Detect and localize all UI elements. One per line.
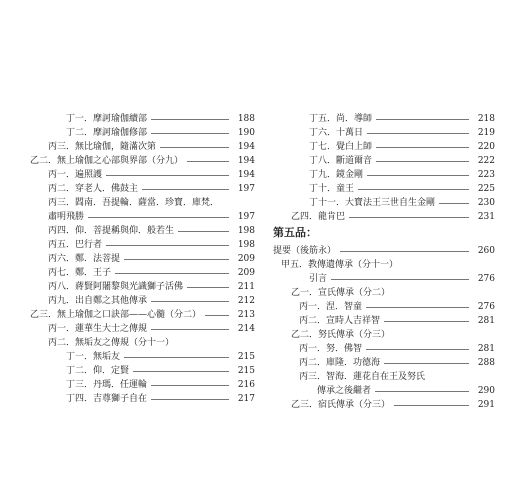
toc-entry-title: 提要（後筋永）: [273, 246, 337, 256]
toc-entry[interactable]: [30, 224, 255, 238]
toc-entry-title: 乙三．宿氏傳承（分三）: [291, 400, 391, 410]
toc-entry[interactable]: [273, 196, 495, 210]
toc-entry-title: 丙二．穿老人．佛鼓主: [48, 184, 139, 194]
toc-entry-title: 乙二．無上瑜伽之心部與界部（分九）: [30, 156, 184, 166]
toc-entry[interactable]: [30, 252, 255, 266]
toc-entry-title: 丙一．涅．智童: [299, 302, 363, 312]
toc-entry-page: 231: [477, 212, 495, 222]
toc-entry[interactable]: [273, 154, 495, 168]
toc-entry-title: 丁二．仰．定賢: [66, 366, 130, 376]
toc-entry-title: 丁二．摩訶瑜伽修部: [66, 128, 148, 138]
toc-entry-title: 丁十一．大寶法王三世自生金剛: [309, 198, 436, 208]
leader-line: [376, 119, 469, 120]
leader-line: [366, 307, 469, 308]
toc-entry-page: 209: [237, 254, 255, 264]
toc-entry-page: 194: [237, 142, 255, 152]
toc-entry[interactable]: [273, 272, 495, 286]
leader-line: [187, 287, 229, 288]
toc-entry-page: 219: [477, 128, 495, 138]
leader-line: [367, 133, 469, 134]
leader-line: [151, 119, 229, 120]
toc-entry-page: 211: [237, 282, 255, 292]
toc-entry-title: 乙一．宣氏傳承（分二）: [291, 288, 391, 298]
toc-entry[interactable]: [30, 140, 255, 154]
toc-entry-page: 220: [477, 142, 495, 152]
toc-entry-title: 丙五．巴行者: [48, 240, 103, 250]
leader-line: [439, 203, 469, 204]
leader-line: [151, 399, 229, 400]
leader-line: [376, 147, 469, 148]
toc-entry[interactable]: [273, 314, 495, 328]
leader-line: [331, 279, 469, 280]
toc-entry[interactable]: [273, 342, 495, 356]
toc-entry[interactable]: [30, 280, 255, 294]
toc-entry-title: 丁九．鏡金剛: [309, 170, 364, 180]
toc-entry-title: 丙六．鄭．法菩提: [48, 254, 121, 264]
toc-entry-page: 290: [477, 386, 495, 396]
leader-line: [151, 329, 229, 330]
toc-entry-page: 194: [237, 170, 255, 180]
toc-entry[interactable]: [30, 126, 255, 140]
toc-entry-page: 214: [237, 324, 255, 334]
toc-entry-page: 281: [477, 344, 495, 354]
leader-line: [187, 161, 229, 162]
toc-entry[interactable]: [273, 398, 495, 412]
leader-line: [366, 349, 469, 350]
leader-line: [88, 217, 229, 218]
toc-entry[interactable]: [30, 112, 255, 126]
toc-entry-title: 肅明飛勝: [48, 212, 85, 222]
toc-entry-page: 212: [237, 296, 255, 306]
toc-entry-title: 丙九．出自鄭之其他傳承: [48, 296, 148, 306]
toc-entry[interactable]: [273, 286, 495, 300]
toc-entry-page: 276: [477, 302, 495, 312]
leader-line: [205, 315, 229, 316]
toc-entry[interactable]: [273, 126, 495, 140]
leader-line: [340, 251, 469, 252]
toc-entry[interactable]: [30, 322, 255, 336]
toc-entry[interactable]: [30, 308, 255, 322]
toc-entry-page: 222: [477, 156, 495, 166]
toc-entry-title: 丙三．閻南．吾提輪．薩當．珍寶．庫梵．: [48, 198, 220, 208]
toc-entry[interactable]: [30, 266, 255, 280]
toc-entry[interactable]: [273, 370, 495, 384]
toc-entry[interactable]: [273, 210, 495, 224]
toc-entry-title: 傳承之後繼者: [317, 386, 372, 396]
leader-line: [178, 231, 229, 232]
toc-entry[interactable]: [30, 196, 255, 210]
toc-entry-page: 213: [237, 310, 255, 320]
toc-entry[interactable]: [30, 182, 255, 196]
leader-line: [115, 273, 229, 274]
toc-entry-page: 288: [477, 358, 495, 368]
leader-line: [106, 175, 229, 176]
toc-entry[interactable]: [273, 112, 495, 126]
toc-entry-title: 乙二．努氏傳承（分三）: [291, 330, 391, 340]
toc-entry-title: 丁一．摩訶瑜伽續部: [66, 114, 148, 124]
chapter-heading: [273, 226, 495, 240]
toc-entry-title: 丁八．斷道爾音: [309, 156, 373, 166]
toc-entry[interactable]: [30, 210, 255, 224]
toc-entry-title: 丁七．覺白上師: [309, 142, 373, 152]
toc-entry[interactable]: [30, 364, 255, 378]
leader-line: [349, 217, 469, 218]
toc-entry-page: 291: [477, 400, 495, 410]
toc-entry-page: 225: [477, 184, 495, 194]
toc-entry-page: 188: [237, 114, 255, 124]
toc-entry-title: 丙七．鄭．王子: [48, 268, 112, 278]
toc-entry-page: 197: [237, 184, 255, 194]
leader-line: [394, 405, 469, 406]
toc-entry-page: 276: [477, 274, 495, 284]
toc-entry[interactable]: [273, 300, 495, 314]
toc-entry[interactable]: [30, 154, 255, 168]
toc-entry-title: 丙二．無垢友之傳規（分十一）: [48, 338, 175, 348]
toc-entry-title: 丁一．無垢友: [66, 352, 121, 362]
toc-entry-title: 丙二．宣時人吉祥智: [299, 316, 381, 326]
toc-entry[interactable]: [273, 140, 495, 154]
toc-entry-title: 丙三．智海．蓮花自在王及努氏: [299, 372, 426, 382]
toc-entry[interactable]: [273, 244, 495, 258]
toc-entry-page: 215: [237, 352, 255, 362]
toc-entry[interactable]: [30, 350, 255, 364]
leader-line: [384, 363, 469, 364]
toc-entry[interactable]: [30, 238, 255, 252]
toc-entry-page: 217: [237, 394, 255, 404]
toc-entry-page: 198: [237, 240, 255, 250]
toc-entry[interactable]: [273, 328, 495, 342]
toc-entry-title: 丙三．無比瑜伽，隨滿次第: [48, 142, 157, 152]
toc-entry-page: 197: [237, 212, 255, 222]
toc-entry[interactable]: [273, 168, 495, 182]
leader-line: [151, 385, 229, 386]
toc-entry-title: 乙四．龍肯巴: [291, 212, 346, 222]
leader-line: [142, 189, 229, 190]
toc-entry-title: 丁四．吉尊獅子自在: [66, 394, 148, 404]
toc-entry-page: 209: [237, 268, 255, 278]
toc-entry[interactable]: [30, 168, 255, 182]
toc-entry-page: 190: [237, 128, 255, 138]
toc-entry-title: 丁五．尚．導師: [309, 114, 373, 124]
toc-entry-page: 230: [477, 198, 495, 208]
toc-entry-title: 甲五．教傳遺傳承（分十一）: [281, 260, 399, 270]
toc-entry[interactable]: [30, 378, 255, 392]
toc-entry-title: 丙一．努．佛智: [299, 344, 363, 354]
toc-entry-page: 218: [477, 114, 495, 124]
toc-entry-page: 281: [477, 316, 495, 326]
leader-line: [151, 301, 229, 302]
leader-line: [160, 147, 229, 148]
toc-entry-page: 223: [477, 170, 495, 180]
toc-entry[interactable]: [273, 356, 495, 370]
toc-entry[interactable]: [273, 258, 495, 272]
toc-entry[interactable]: [30, 336, 255, 350]
toc-entry-page: 215: [237, 366, 255, 376]
toc-entry[interactable]: [30, 294, 255, 308]
leader-line: [133, 371, 229, 372]
leader-line: [367, 175, 469, 176]
toc-entry-title: 丁六．十萬日: [309, 128, 364, 138]
toc-entry-title: 丁十．童王: [309, 184, 355, 194]
toc-entry-title: 丁三．丹瑪．任運輪: [66, 380, 148, 390]
leader-line: [151, 133, 229, 134]
toc-entry-title: 丙一．蓮華生大士之傳規: [48, 324, 148, 334]
toc-entry[interactable]: [273, 384, 495, 398]
leader-line: [358, 189, 469, 190]
toc-entry-page: 260: [477, 246, 495, 256]
toc-entry-title: 乙三．無上瑜伽之口訣部——心髓（分二）: [30, 310, 202, 320]
chapter-title: 第五品：: [273, 226, 317, 239]
leader-line: [376, 161, 469, 162]
toc-entry-page: 216: [237, 380, 255, 390]
leader-line: [124, 357, 229, 358]
toc-entry-title: 引言: [309, 274, 328, 284]
leader-line: [124, 259, 229, 260]
toc-entry-title: 丙一．遍照護: [48, 170, 103, 180]
toc-entry[interactable]: [273, 182, 495, 196]
toc-entry-page: 194: [237, 156, 255, 166]
leader-line: [375, 391, 469, 392]
toc-entry-page: 198: [237, 226, 255, 236]
leader-line: [106, 245, 229, 246]
toc-entry[interactable]: [30, 392, 255, 406]
toc-entry-title: 丙四．仰．菩提稱與仰．般若生: [48, 226, 175, 236]
leader-line: [384, 321, 469, 322]
toc-entry-title: 丙八．蔣賢阿闍黎與光識獅子活佛: [48, 282, 184, 292]
toc-entry-title: 丙二．庫隆．功德海: [299, 358, 381, 368]
